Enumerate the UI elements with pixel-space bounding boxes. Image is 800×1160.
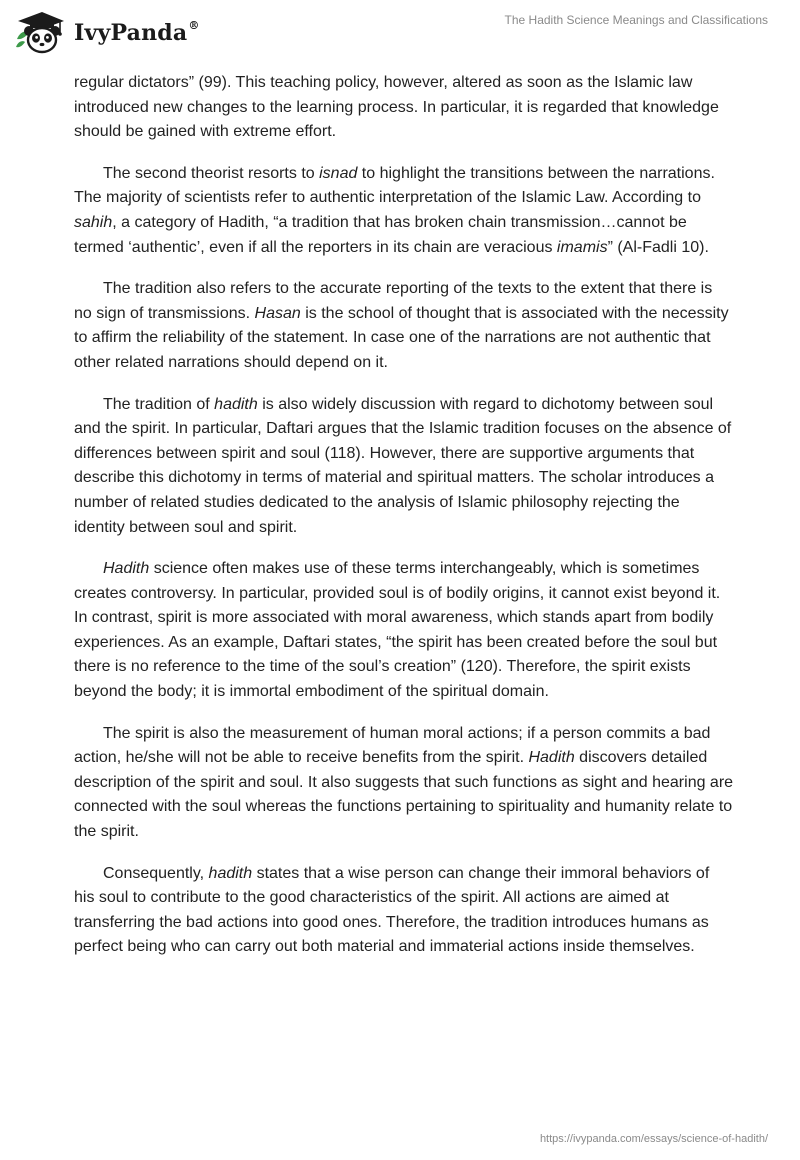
italic-term: sahih: [74, 213, 113, 231]
essay-paragraph: [74, 71, 734, 145]
text-run: The tradition also refers to the accurate reporting of the texts to the extent that there is no sign of transmissions.: [74, 280, 713, 322]
essay-paragraph: [74, 862, 734, 960]
essay-paragraph: [74, 393, 734, 541]
italic-term: hadith: [208, 864, 253, 882]
essay-paragraph: [74, 722, 734, 845]
text-run: discovers detailed description of the spirit and soul. It also suggests that such functions as sight and hearing are connected with the soul whereas the functions pertaining to spirituality and humanity relate to the spirit.: [74, 749, 734, 841]
essay-paragraph: [74, 162, 734, 260]
italic-term: Hadith: [528, 749, 575, 767]
text-run: is also widely discussion with regard to dichotomy between soul and the spirit. In particular, Daftari argues that the Islamic tradition focuses on the absence of differences between spirit and soul (118). However, there are supportive arguments that describe this dichotomy in terms of material and spiritual matters. The scholar introduces a number of related studies dedicated to the analysis of Islamic philosophy rejecting the identity between soul and spirit.: [74, 395, 732, 536]
brand-name: [74, 20, 200, 46]
essay-body: [74, 71, 734, 960]
italic-term: imamis: [556, 238, 608, 256]
essay-paragraph: [74, 557, 734, 705]
text-run: The tradition of: [103, 395, 215, 413]
brand-label: IvyPanda: [74, 20, 188, 46]
italic-term: Hasan: [254, 304, 301, 322]
ivypanda-logo[interactable]: [14, 9, 200, 55]
text-run: Consequently,: [103, 864, 209, 882]
text-run: The spirit is also the measurement of human moral actions; if a person commits a bad action, he/she will not be able to receive benefits from the spirit.: [74, 724, 711, 767]
text-run: science often makes use of these terms interchangeably, which is sometimes creates controversy. In particular, provided soul is of bodily origins, it cannot exist beyond it. In contrast, spirit is more associated with moral awareness, which stands apart from bodily experiences. As an example, Daftari states, “the spirit has been created before the soul but there is no reference to the time of the soul’s creation” (120). Therefore, the spirit exists beyond the body; it is immortal embodiment of the spiritual domain.: [74, 560, 721, 701]
text-run: states that a wise person can change their immoral behaviors of his soul to contribute to the good characteristics of the spirit. All actions are aimed at transferring the bad actions into good ones. Therefore, the tradition introduces humans as perfect being who can carry out both material and immaterial actions inside themselves.: [74, 864, 710, 956]
page-header: [0, 0, 800, 64]
text-run: to highlight the transitions between the narrations. The majority of scientists refer to authentic interpretation of the Islamic Law. According to: [74, 164, 715, 207]
italic-term: Hadith: [103, 560, 150, 578]
text-run: The second theorist resorts to: [103, 164, 320, 182]
document-title: The Hadith Science Meanings and Classifications: [504, 13, 768, 27]
italic-term: hadith: [214, 395, 258, 413]
panda-graduate-icon: [14, 9, 66, 55]
text-run: is the school of thought that is associated with the necessity to affirm the reliability of the statement. In case one of the narrations are not authentic that other related narrations should depend on it.: [74, 304, 729, 371]
text-run: regular dictators” (99). This teaching policy, however, altered as soon as the Islamic law introduced new changes to the learning process. In particular, it is regarded that knowledge should be gained with extreme effort.: [74, 74, 719, 141]
italic-term: isnad: [319, 164, 358, 182]
text-run: ” (Al-Fadli 10).: [607, 238, 709, 256]
essay-paragraph: [74, 277, 734, 375]
registered-mark: ®: [188, 18, 200, 32]
source-url[interactable]: https://ivypanda.com/essays/science-of-hadith/: [539, 1133, 768, 1145]
text-run: , a category of Hadith, “a tradition that has broken chain transmission…cannot be termed ‘authentic’, even if all the reporters in its chain are veracious: [74, 213, 687, 256]
